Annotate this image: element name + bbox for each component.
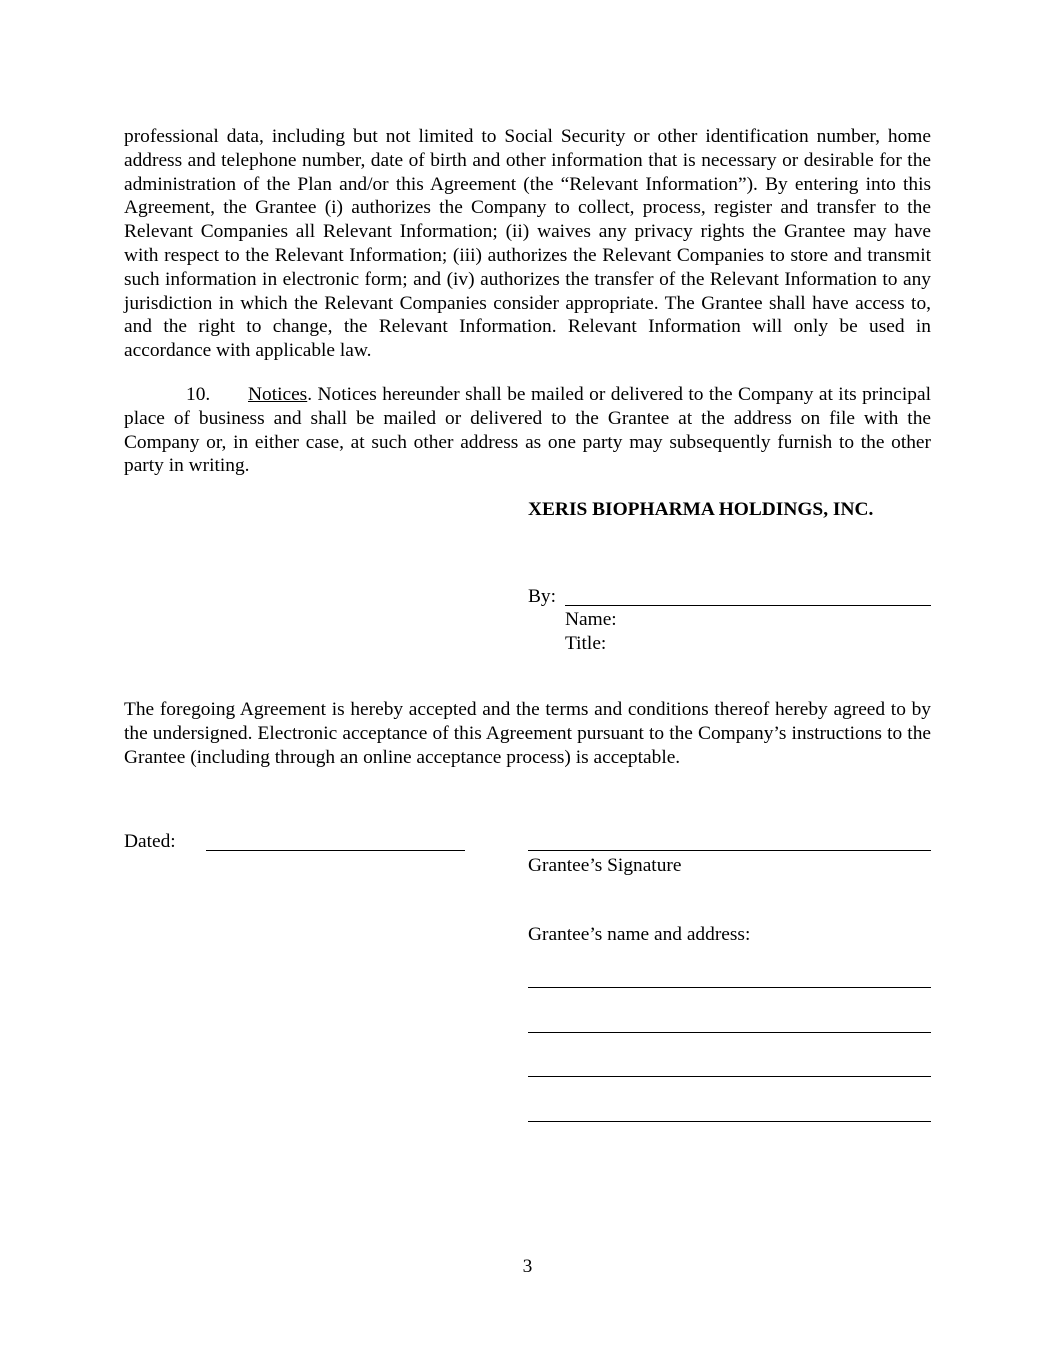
privacy-paragraph: professional data, including but not limited to Social Security or other identification number, home address and telephone number, date of birth and other information that is necessary or desirable for the administration of the Plan and/or this Agreement (the “Relevant Information”). By entering into this Agreement, the Grantee (i) authorizes the Company to collect, process, register and transfer to the Relevant Companies all Relevant Information; (ii) waives any privacy rights the Grantee may have with respect to the Relevant Information; (iii) authorizes the Relevant Companies to store and transmit such information in electronic form; and (iv) authorizes the transfer of the Relevant Information to any jurisdiction in which the Relevant Companies consider appropriate. The Grantee shall have access to, and the right to change, the Relevant Information. Relevant Information will only be used in accordance with applicable law. bbox=[124, 126, 931, 362]
company-signature-line[interactable] bbox=[565, 605, 931, 606]
dated-label: Dated: bbox=[124, 831, 176, 852]
section-text: . Notices hereunder shall be mailed or delivered to the Company at its principal place of business and shall be mailed or delivered to the Grantee at the address on file with the Company or, in either case, at such other address as one party may subsequently furnish to the other party in writing. bbox=[124, 384, 931, 477]
section-heading: Notices bbox=[248, 384, 308, 405]
name-label: Name: bbox=[565, 609, 617, 630]
address-line-4[interactable] bbox=[528, 1121, 931, 1122]
company-name: XERIS BIOPHARMA HOLDINGS, INC. bbox=[528, 499, 874, 520]
address-line-1[interactable] bbox=[528, 987, 931, 988]
date-line[interactable] bbox=[206, 850, 465, 851]
notices-section bbox=[124, 383, 931, 478]
acceptance-paragraph: The foregoing Agreement is hereby accepted and the terms and conditions thereof hereby agreed to by the undersigned. Electronic acceptance of this Agreement pursuant to the Company’s instructions to the Grantee (including through an online acceptance process) is acceptable. bbox=[124, 699, 931, 768]
address-line-2[interactable] bbox=[528, 1032, 931, 1033]
address-line-3[interactable] bbox=[528, 1076, 931, 1077]
grantee-signature-line[interactable] bbox=[528, 850, 931, 851]
title-label: Title: bbox=[565, 633, 607, 654]
page-number: 3 bbox=[522, 1256, 533, 1277]
section-number: 10. bbox=[186, 384, 211, 405]
grantee-name-address-label: Grantee’s name and address: bbox=[528, 924, 751, 945]
by-label: By: bbox=[528, 586, 557, 607]
grantee-signature-label: Grantee’s Signature bbox=[528, 855, 682, 876]
